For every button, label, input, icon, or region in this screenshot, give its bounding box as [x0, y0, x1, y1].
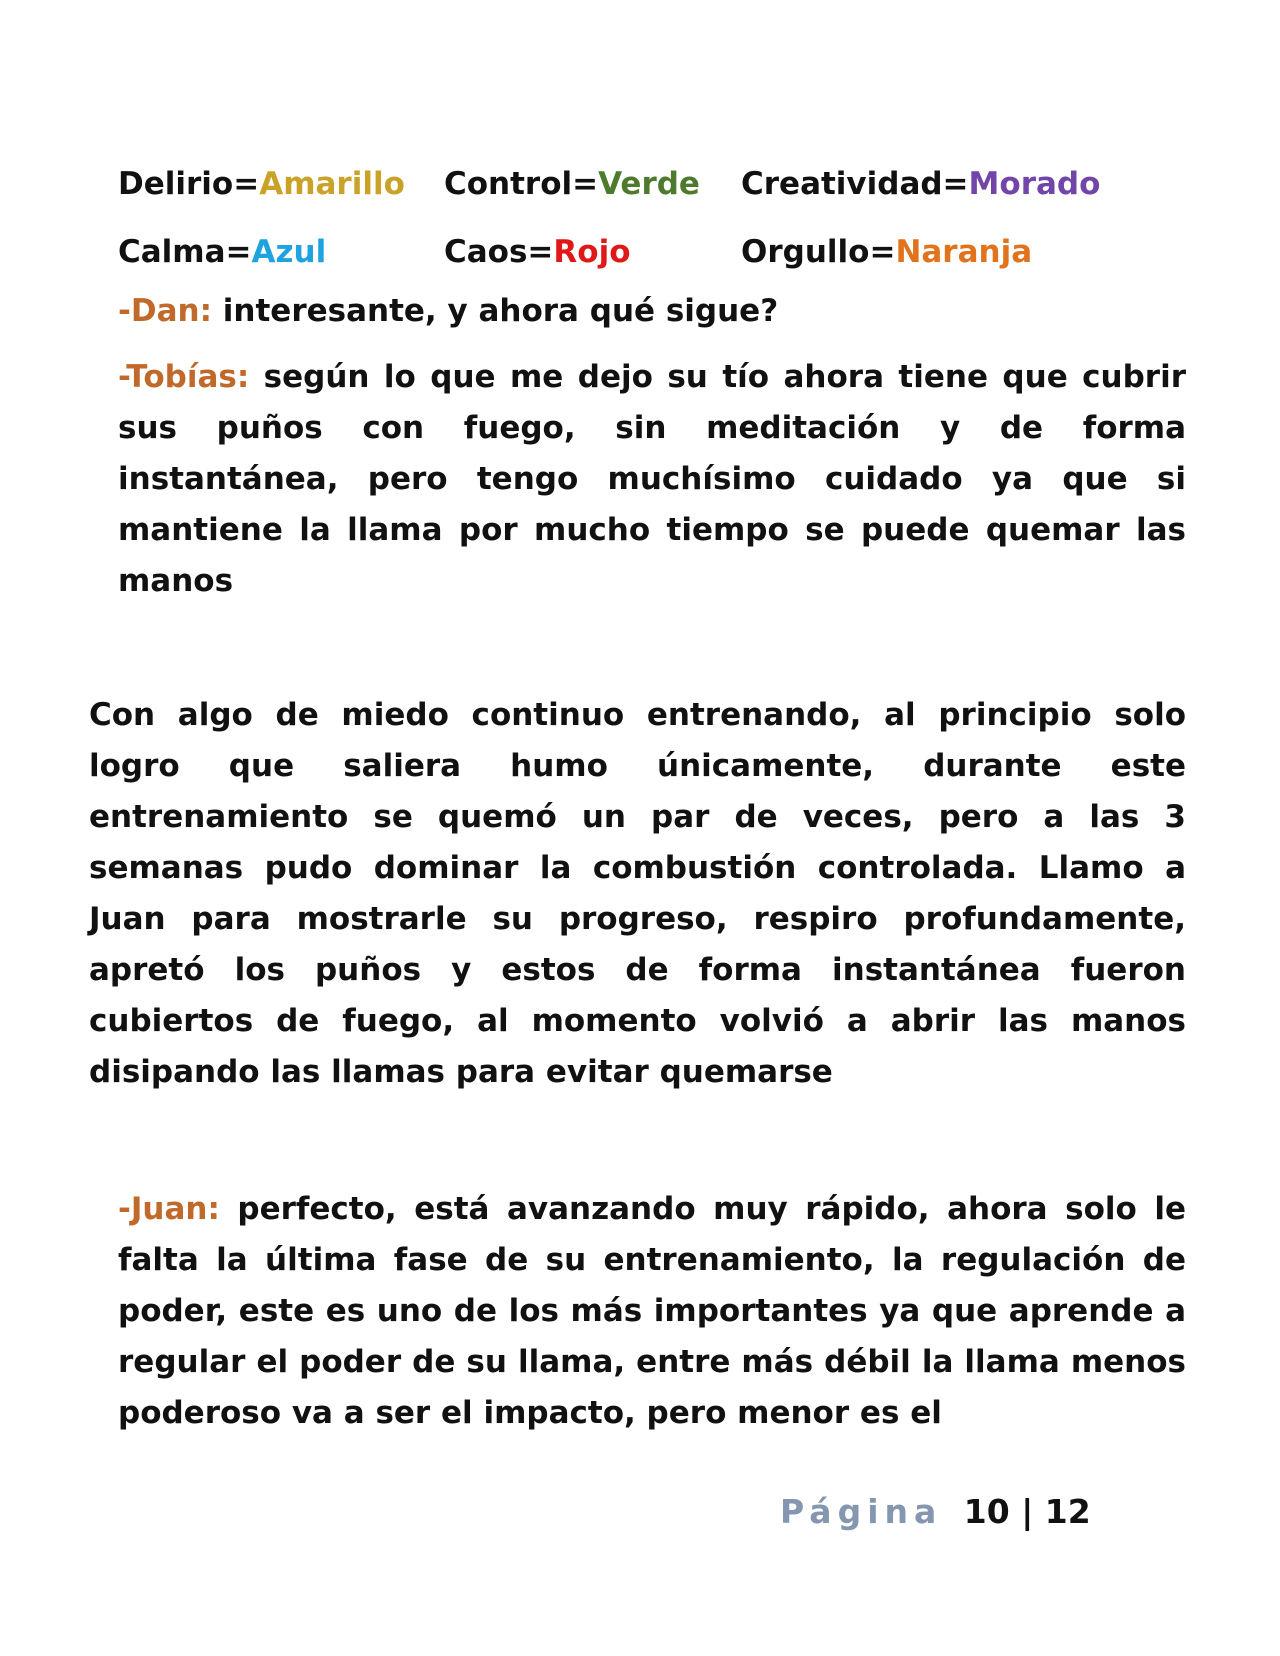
legend-color-name: Verde [598, 166, 700, 202]
legend-item-delirio [118, 150, 444, 218]
legend-row-2 [118, 218, 1158, 286]
legend-color-name: Azul [251, 234, 327, 270]
narration-paragraph: Con algo de miedo continuo entrenando, al principio solo logro que saliera humo únicamente, durante este entrenamiento se quemó un par de veces, pero a las 3 semanas pudo dominar la combustión controlada. Llamo a Juan para mostrarle su progreso, respiro profundamente, apretó los puños y estos de forma instantánea fueron cubiertos de fuego, al momento volvió a abrir las manos disipando las llamas para evitar quemarse [89, 697, 1186, 1090]
legend-item-control [444, 150, 741, 218]
speaker-label: -Juan: [118, 1191, 220, 1227]
legend-color-name: Morado [968, 166, 1101, 202]
legend-row-1 [118, 150, 1158, 218]
legend-color-name: Amarillo [259, 166, 405, 202]
legend-item-creatividad [741, 150, 1158, 218]
speaker-label: -Dan: [118, 293, 212, 329]
legend-item-caos [444, 218, 741, 286]
dialogue-text: interesante, y ahora qué sigue? [211, 293, 779, 329]
page-number-current: 10 [963, 1492, 1010, 1531]
legend-emotion: Delirio= [118, 166, 260, 202]
page-footer [780, 1488, 1091, 1536]
page-number-separator: | [1021, 1492, 1034, 1531]
legend-color-name: Rojo [553, 234, 631, 270]
legend-emotion: Caos= [444, 234, 554, 270]
legend-emotion: Creatividad= [741, 166, 969, 202]
color-legend [118, 150, 1158, 286]
dialogue-text: según lo que me dejo su tío ahora tiene que cubrir sus puños con fuego, sin meditación y de forma instantánea, pero tengo muchísimo cuidado ya que si mantiene la llama por mucho tiempo se puede quemar las manos [118, 359, 1186, 599]
dialogue-dan [118, 286, 1186, 337]
legend-item-orgullo [741, 218, 1158, 286]
page-label: Página [780, 1492, 943, 1531]
legend-item-calma [118, 218, 444, 286]
speaker-label: -Tobías: [118, 359, 250, 395]
legend-emotion: Orgullo= [741, 234, 896, 270]
page-number-total: 12 [1044, 1492, 1091, 1531]
legend-color-name: Naranja [895, 234, 1033, 270]
legend-emotion: Control= [444, 166, 599, 202]
dialogue-juan [118, 1184, 1186, 1439]
dialogue-text: perfecto, está avanzando muy rápido, ahora solo le falta la última fase de su entrenamiento, la regulación de poder, este es uno de los más importantes ya que aprende a regular el poder de su llama, entre más débil la llama menos poderoso va a ser el impacto, pero menor es el [118, 1191, 1186, 1431]
dialogue-tobias [118, 352, 1186, 607]
legend-emotion: Calma= [118, 234, 252, 270]
